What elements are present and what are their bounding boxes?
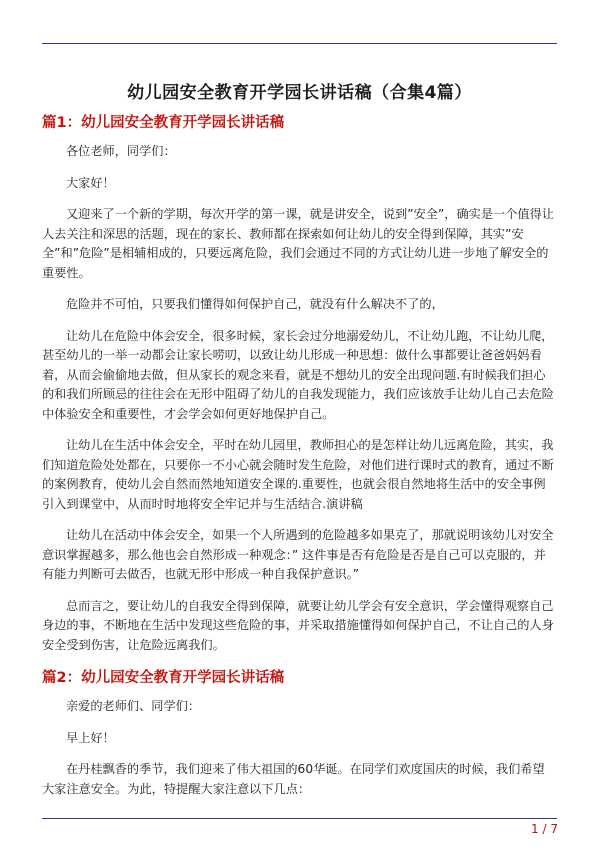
paragraph: 大家好！ [66,175,115,190]
paragraph: 早上好！ [66,730,115,745]
paragraph: 总而言之，要让幼儿的自我安全得到保障，就要让幼儿学会有安全意识，学会懂得观察自己身边的事，不断地在生活中发现这些危险的事，并采取措施懂得如何保护自己，不让自己的人身安全受到伤害，让危险远离我们。 [42,598,554,652]
section-2-heading: 篇2：幼儿园安全教育开学园长讲话稿 [42,670,285,686]
page-number: 1 / 7 [531,822,558,836]
document-body [42,112,555,811]
document-title: 幼儿园安全教育开学园长讲话稿（合集4篇） [127,83,472,103]
section-1-heading: 篇1：幼儿园安全教育开学园长讲话稿 [42,115,285,131]
paragraph: 让幼儿在生活中体会安全，平时在幼儿园里，教师担心的是怎样让幼儿远离危险，其实，我们知道危险处处都在，只要你一不小心就会随时发生危险，对他们进行课时式的教育，通过不断的案例教育，使幼儿会自然而然地知道安全课的.重要性，也就会很自然地将生活中的安全事例引入到课堂中，从而时时地将安全牢记并与生活结合.演讲稿 [42,438,554,511]
paragraph: 让幼儿在危险中体会安全，很多时候，家长会过分地溺爱幼儿，不让幼儿跑，不让幼儿爬，甚至幼儿的一举一动都会让家长唠叨，以致让幼儿形成一种思想：做什么事都要让爸爸妈妈看着，从而会偷偷地去做，但从家长的观念来看，就是不想幼儿的安全出现问题.有时候我们担心的和我们所顾忌的往往会在无形中阻碍了幼儿的自我发现能力，我们应该放手让幼儿自己去危险中体验安全和重要性，才会学会如何更好地保护自己。 [42,328,554,421]
paragraph: 让幼儿在活动中体会安全，如果一个人所遇到的危险越多如果克了，那就说明该幼儿对安全意识掌握越多，那么他也会自然形成一种观念：” 这件事是否有危险是否是自己可以克服的，并有能力判断可去做否，也就无形中形成一种自我保护意识。” [42,528,554,581]
paragraph: 又迎来了一个新的学期，每次开学的第一课，就是讲安全，说到”安全”，确实是一个值得让人去关注和深思的活题，现在的家长、教师都在探索如何让幼儿的安全得到保障，其实”安全”和”危险”是相辅相成的，只要远离危险，我们会通过不同的方式让幼儿进一步地了解安全的重要性。 [42,207,554,280]
top-rule [42,43,557,44]
bottom-rule [42,818,557,819]
paragraph: 在丹桂飘香的季节，我们迎来了伟大祖国的60华诞。在同学们欢度国庆的时候，我们希望大家注意安全。为此，特提醒大家注意以下几点： [42,762,545,796]
paragraph: 亲爱的老师们、同学们： [66,699,201,713]
paragraph: 各位老师，同学们： [66,144,176,158]
paragraph: 危险并不可怕，只要我们懂得如何保护自己，就没有什么解决不了的， [66,297,444,311]
